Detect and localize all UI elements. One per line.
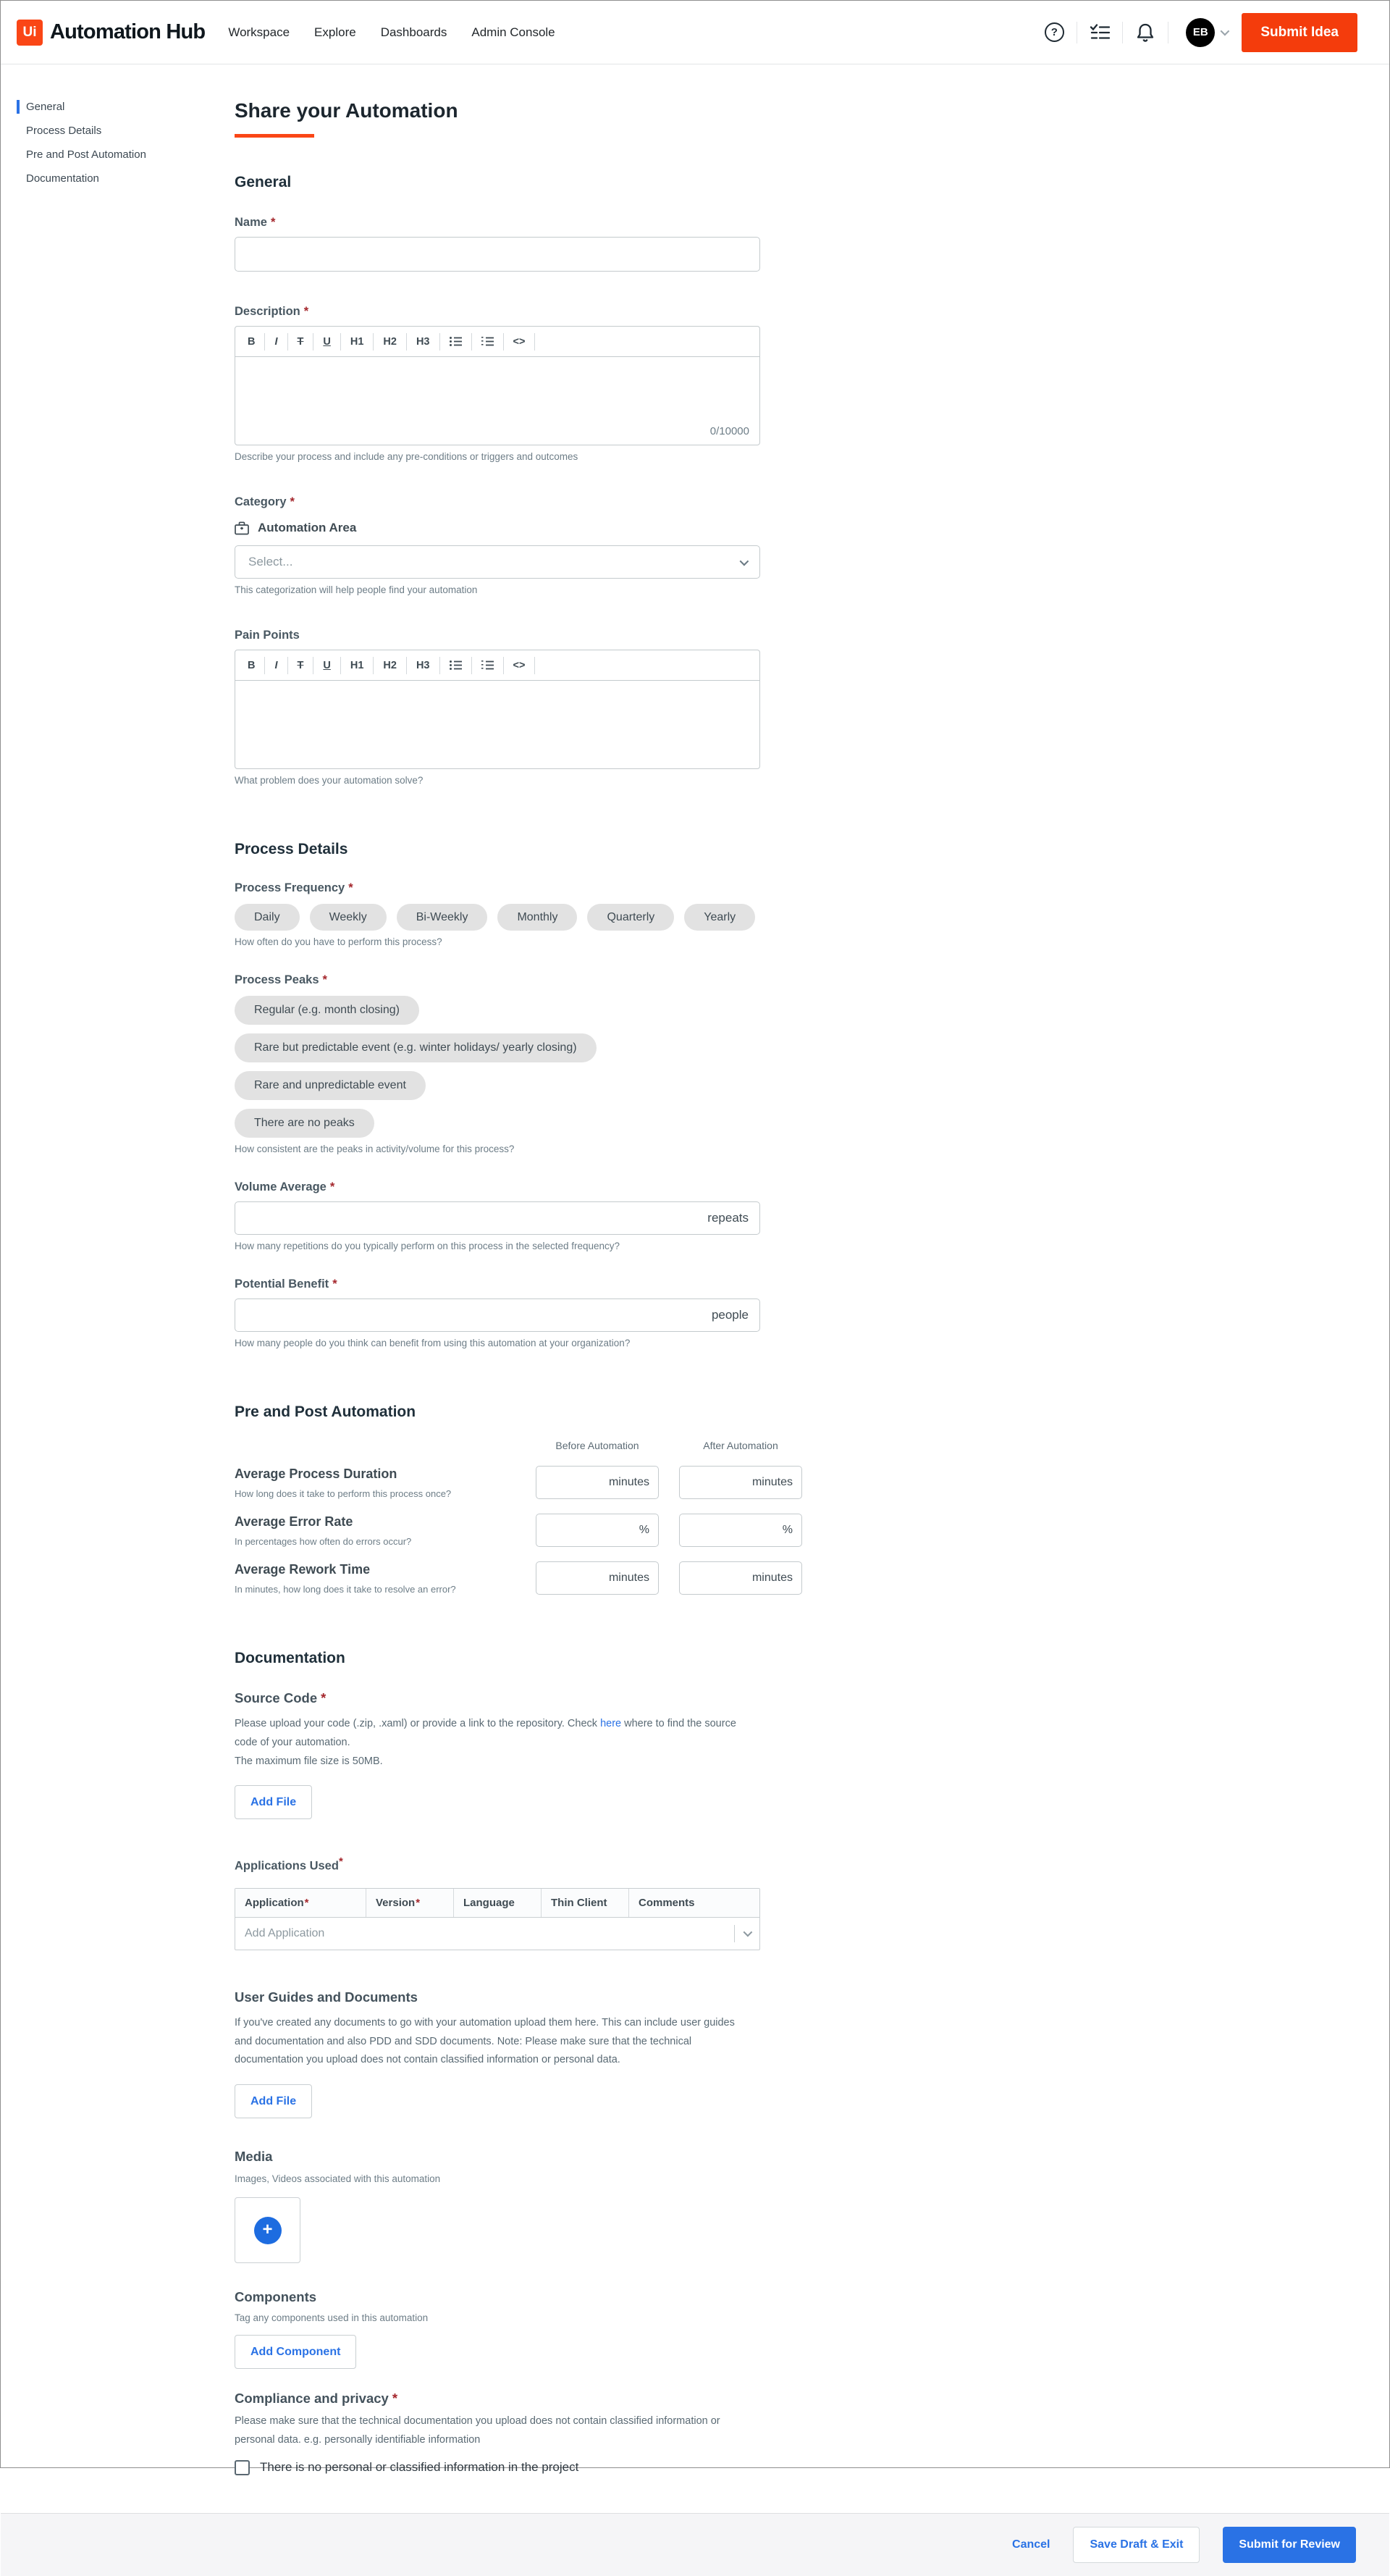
description-field-group [235, 305, 760, 462]
user-menu[interactable] [1168, 18, 1242, 47]
compliance-checkbox[interactable] [235, 2460, 250, 2475]
volume-unit: repeats [707, 1211, 749, 1225]
user-guides-group [235, 1989, 760, 2118]
sidebar-item-label: Documentation [26, 172, 99, 185]
peaks-field-group [235, 973, 760, 1154]
error-rate-after-input[interactable] [679, 1514, 802, 1547]
numbered-list-button[interactable] [472, 327, 503, 356]
name-field-group [235, 216, 760, 272]
compliance-description: Please make sure that the technical documentation you upload does not contain classified information or personal data. e.g. personally identifiable information [235, 2415, 720, 2446]
add-file-button[interactable]: Add File [235, 1785, 312, 1819]
h1-button[interactable]: H1 [341, 650, 374, 680]
sidebar-item-label: Pre and Post Automation [26, 148, 146, 161]
benefit-helper: How many people do you think can benefit from using this automation at your organization? [235, 1338, 631, 1348]
submit-idea-button[interactable]: Submit Idea [1242, 13, 1357, 52]
form-content [235, 64, 793, 2513]
pre-post-section-heading: Pre and Post Automation [235, 1404, 416, 1420]
compliance-checkbox-label[interactable]: There is no personal or classified information in the project [260, 2460, 579, 2475]
compliance-heading: Compliance and privacy * [235, 2391, 398, 2407]
bullet-list-button[interactable] [440, 327, 471, 356]
character-counter: 0/10000 [709, 425, 749, 437]
title-accent-underline [235, 134, 314, 138]
benefit-unit: people [711, 1308, 749, 1322]
brand-logo[interactable] [17, 20, 205, 46]
before-automation-column-header: Before Automation [555, 1440, 639, 1451]
nav-workspace[interactable]: Workspace [228, 25, 290, 39]
compliance-group [235, 2391, 760, 2475]
nav-admin-console[interactable]: Admin Console [471, 25, 555, 39]
bold-button[interactable]: B [238, 327, 264, 356]
duration-after-input[interactable] [679, 1466, 802, 1499]
components-group [235, 2289, 760, 2369]
name-label: Name * [235, 216, 276, 229]
sidebar-item-label: Process Details [26, 125, 102, 137]
add-file-button[interactable]: Add File [235, 2084, 312, 2118]
required-asterisk: * [392, 2391, 398, 2407]
submit-review-button[interactable]: Submit for Review [1223, 2527, 1356, 2563]
documentation-section-heading: Documentation [235, 1650, 345, 1666]
pain-points-textarea[interactable] [235, 681, 759, 768]
form-action-bar [1, 2513, 1389, 2576]
bullet-list-icon [450, 337, 462, 346]
benefit-input-wrap [235, 1299, 760, 1332]
page-body [1, 64, 1389, 2513]
top-bar [1, 1, 1389, 64]
strikethrough-button[interactable]: T [288, 650, 313, 680]
components-description: Tag any components used in this automation [235, 2312, 429, 2324]
h2-button[interactable]: H2 [374, 650, 406, 680]
sidebar-item-general[interactable] [1, 95, 218, 119]
add-media-card[interactable] [235, 2197, 300, 2263]
frequency-options [235, 904, 760, 931]
volume-input-wrap [235, 1201, 760, 1235]
chip-daily[interactable]: Daily [235, 904, 300, 931]
page-title: Share your Automation [235, 99, 458, 122]
help-icon: ? [1045, 22, 1064, 42]
code-button[interactable]: <> [504, 327, 535, 356]
chevron-down-icon [744, 1928, 753, 1937]
frequency-label: Process Frequency * [235, 881, 353, 894]
numbered-list-icon [481, 337, 494, 346]
chip-yearly[interactable]: Yearly [684, 904, 755, 931]
editor-toolbar [235, 327, 759, 357]
nav-dashboards[interactable]: Dashboards [380, 25, 447, 39]
rework-time-before-input[interactable] [536, 1561, 659, 1595]
source-code-group [235, 1690, 760, 1819]
volume-helper: How many repetitions do you typically perform on this process in the selected frequency? [235, 1241, 620, 1251]
applications-used-label: Applications Used* [235, 1855, 343, 1873]
frequency-field-group [235, 881, 760, 947]
italic-button[interactable]: I [265, 327, 287, 356]
category-select[interactable] [235, 545, 760, 579]
source-code-label: Source Code * [235, 1690, 327, 1706]
source-code-description: Please upload your code (.zip, .xaml) or provide a link to the repository. Check here where to find the source code of your automation. The maximum file size is 50MB. [235, 1718, 736, 1767]
sidebar-item-pre-post[interactable] [1, 143, 218, 167]
select-placeholder: Select... [248, 555, 293, 569]
error-rate-helper: In percentages how often do errors occur? [235, 1535, 412, 1547]
category-label: Category * [235, 495, 295, 508]
bold-button[interactable]: B [238, 650, 264, 680]
pre-post-column-headers [235, 1440, 778, 1451]
chevron-down-icon [1221, 27, 1230, 36]
duration-label: Average Process Duration [235, 1466, 397, 1481]
column-thin-client: Thin Client [542, 1889, 629, 1917]
category-field-group [235, 495, 760, 595]
app-title: Automation Hub [50, 20, 206, 43]
bell-icon [1136, 22, 1155, 42]
task-list-icon [1090, 24, 1110, 41]
top-bar-actions [1032, 13, 1357, 52]
top-nav [228, 25, 555, 40]
avatar: EB [1186, 18, 1215, 47]
required-asterisk: * [322, 973, 327, 986]
after-automation-column-header: After Automation [703, 1440, 778, 1451]
peaks-helper: How consistent are the peaks in activity/volume for this process? [235, 1144, 515, 1154]
bullet-list-button[interactable] [440, 650, 471, 680]
pain-points-helper: What problem does your automation solve? [235, 775, 424, 786]
error-rate-row: Average Error Rate In percentages how often do errors occur? % % [235, 1514, 760, 1547]
h3-button[interactable]: H3 [407, 327, 439, 356]
h2-button[interactable]: H2 [374, 327, 406, 356]
error-rate-before-input[interactable] [536, 1514, 659, 1547]
user-guides-heading: User Guides and Documents [235, 1989, 418, 2005]
column-application: Application* [235, 1889, 366, 1917]
applications-table [235, 1888, 760, 1950]
cancel-button[interactable]: Cancel [1012, 2538, 1050, 2551]
compliance-checkbox-row [235, 2460, 760, 2475]
italic-button[interactable]: I [265, 650, 287, 680]
numbered-list-icon [481, 660, 494, 670]
required-asterisk: * [303, 305, 309, 318]
benefit-input[interactable] [235, 1299, 760, 1332]
automation-area-label: Automation Area [258, 521, 357, 534]
section-nav-sidebar [1, 95, 218, 190]
chip-monthly[interactable]: Monthly [497, 904, 577, 931]
general-section-heading: General [235, 174, 292, 190]
name-input[interactable] [235, 237, 760, 272]
active-indicator [17, 100, 20, 114]
chevron-down-icon [740, 556, 749, 566]
duration-before-input[interactable] [536, 1466, 659, 1499]
rework-time-helper: In minutes, how long does it take to resolve an error? [235, 1583, 456, 1595]
frequency-helper: How often do you have to perform this process? [235, 936, 442, 947]
tasks-button[interactable] [1077, 24, 1122, 41]
sidebar-item-documentation[interactable] [1, 167, 218, 190]
editor-toolbar [235, 650, 759, 681]
category-helper: This categorization will help people find your automation [235, 584, 478, 595]
chip-rare-unpredictable[interactable]: Rare and unpredictable event [235, 1071, 426, 1100]
media-heading: Media [235, 2149, 273, 2165]
error-rate-label: Average Error Rate [235, 1514, 353, 1529]
required-asterisk: * [290, 495, 295, 508]
strikethrough-button[interactable]: T [288, 327, 313, 356]
bullet-list-icon [450, 660, 462, 670]
required-asterisk: * [332, 1277, 337, 1291]
description-rich-text-editor [235, 326, 760, 445]
briefcase-icon [235, 521, 249, 535]
peaks-options [235, 996, 760, 1138]
underline-button[interactable]: U [313, 327, 340, 356]
underline-button[interactable]: U [313, 650, 340, 680]
description-helper: Describe your process and include any pre-conditions or triggers and outcomes [235, 451, 578, 462]
add-application-placeholder: Add Application [245, 1926, 325, 1939]
benefit-field-group [235, 1277, 760, 1348]
pain-points-rich-text-editor [235, 650, 760, 769]
media-description: Images, Videos associated with this automation [235, 2173, 441, 2185]
add-application-combobox[interactable] [235, 1918, 759, 1950]
user-guides-description: If you've created any documents to go with your automation upload them here. This can include user guides and documentation and also PDD and SDD documents. Note: Please make sure that the technical documentation you upload does not contain classified information or personal data. [235, 2016, 735, 2066]
notifications-button[interactable] [1123, 22, 1168, 42]
column-comments: Comments [639, 1896, 695, 1909]
add-component-button[interactable]: Add Component [235, 2335, 356, 2369]
process-details-section-heading: Process Details [235, 841, 348, 857]
components-heading: Components [235, 2289, 317, 2305]
divider [734, 1925, 735, 1942]
rework-time-row: Average Rework Time In minutes, how long does it take to resolve an error? minutes minutes [235, 1561, 760, 1595]
description-textarea[interactable] [235, 357, 759, 445]
help-button[interactable] [1032, 22, 1077, 42]
media-group [235, 2149, 760, 2263]
pain-points-field-group [235, 629, 760, 786]
nav-explore[interactable]: Explore [314, 25, 356, 39]
chip-rare-predictable[interactable]: Rare but predictable event (e.g. winter holidays/ yearly closing) [235, 1033, 597, 1062]
required-asterisk: * [321, 1690, 327, 1706]
benefit-label: Potential Benefit * [235, 1277, 337, 1291]
description-label: Description * [235, 305, 309, 318]
chip-quarterly[interactable]: Quarterly [587, 904, 674, 931]
process-duration-row: Average Process Duration How long does it take to perform this process once? minutes minutes [235, 1466, 760, 1499]
chip-weekly[interactable]: Weekly [310, 904, 387, 931]
chip-regular-peaks[interactable]: Regular (e.g. month closing) [235, 996, 419, 1025]
sidebar-item-process-details[interactable] [1, 119, 218, 143]
applications-used-group [235, 1855, 760, 1950]
h1-button[interactable]: H1 [341, 327, 374, 356]
code-button[interactable]: <> [504, 650, 535, 680]
volume-label: Volume Average * [235, 1180, 335, 1193]
required-asterisk: * [338, 1855, 343, 1868]
automation-area-row [235, 521, 760, 535]
volume-field-group [235, 1180, 760, 1251]
required-asterisk: * [348, 881, 353, 894]
required-asterisk: * [329, 1180, 335, 1193]
save-draft-button[interactable]: Save Draft & Exit [1073, 2527, 1200, 2563]
h3-button[interactable]: H3 [407, 650, 439, 680]
volume-input[interactable] [235, 1201, 760, 1235]
column-version: Version* [366, 1889, 454, 1917]
column-language: Language [454, 1889, 542, 1917]
uipath-logo-icon: Ui [17, 20, 43, 46]
rework-time-after-input[interactable] [679, 1561, 802, 1595]
rework-time-label: Average Rework Time [235, 1561, 371, 1577]
chip-no-peaks[interactable]: There are no peaks [235, 1109, 374, 1138]
pain-points-label: Pain Points [235, 629, 300, 642]
duration-helper: How long does it take to perform this process once? [235, 1488, 452, 1499]
required-asterisk: * [270, 216, 276, 229]
here-link[interactable]: here [600, 1718, 622, 1729]
add-plus-icon: + [254, 2217, 282, 2244]
numbered-list-button[interactable] [472, 650, 503, 680]
applications-table-header [235, 1889, 759, 1918]
sidebar-item-label: General [26, 101, 65, 113]
chip-biweekly[interactable]: Bi-Weekly [397, 904, 488, 931]
peaks-label: Process Peaks * [235, 973, 327, 986]
